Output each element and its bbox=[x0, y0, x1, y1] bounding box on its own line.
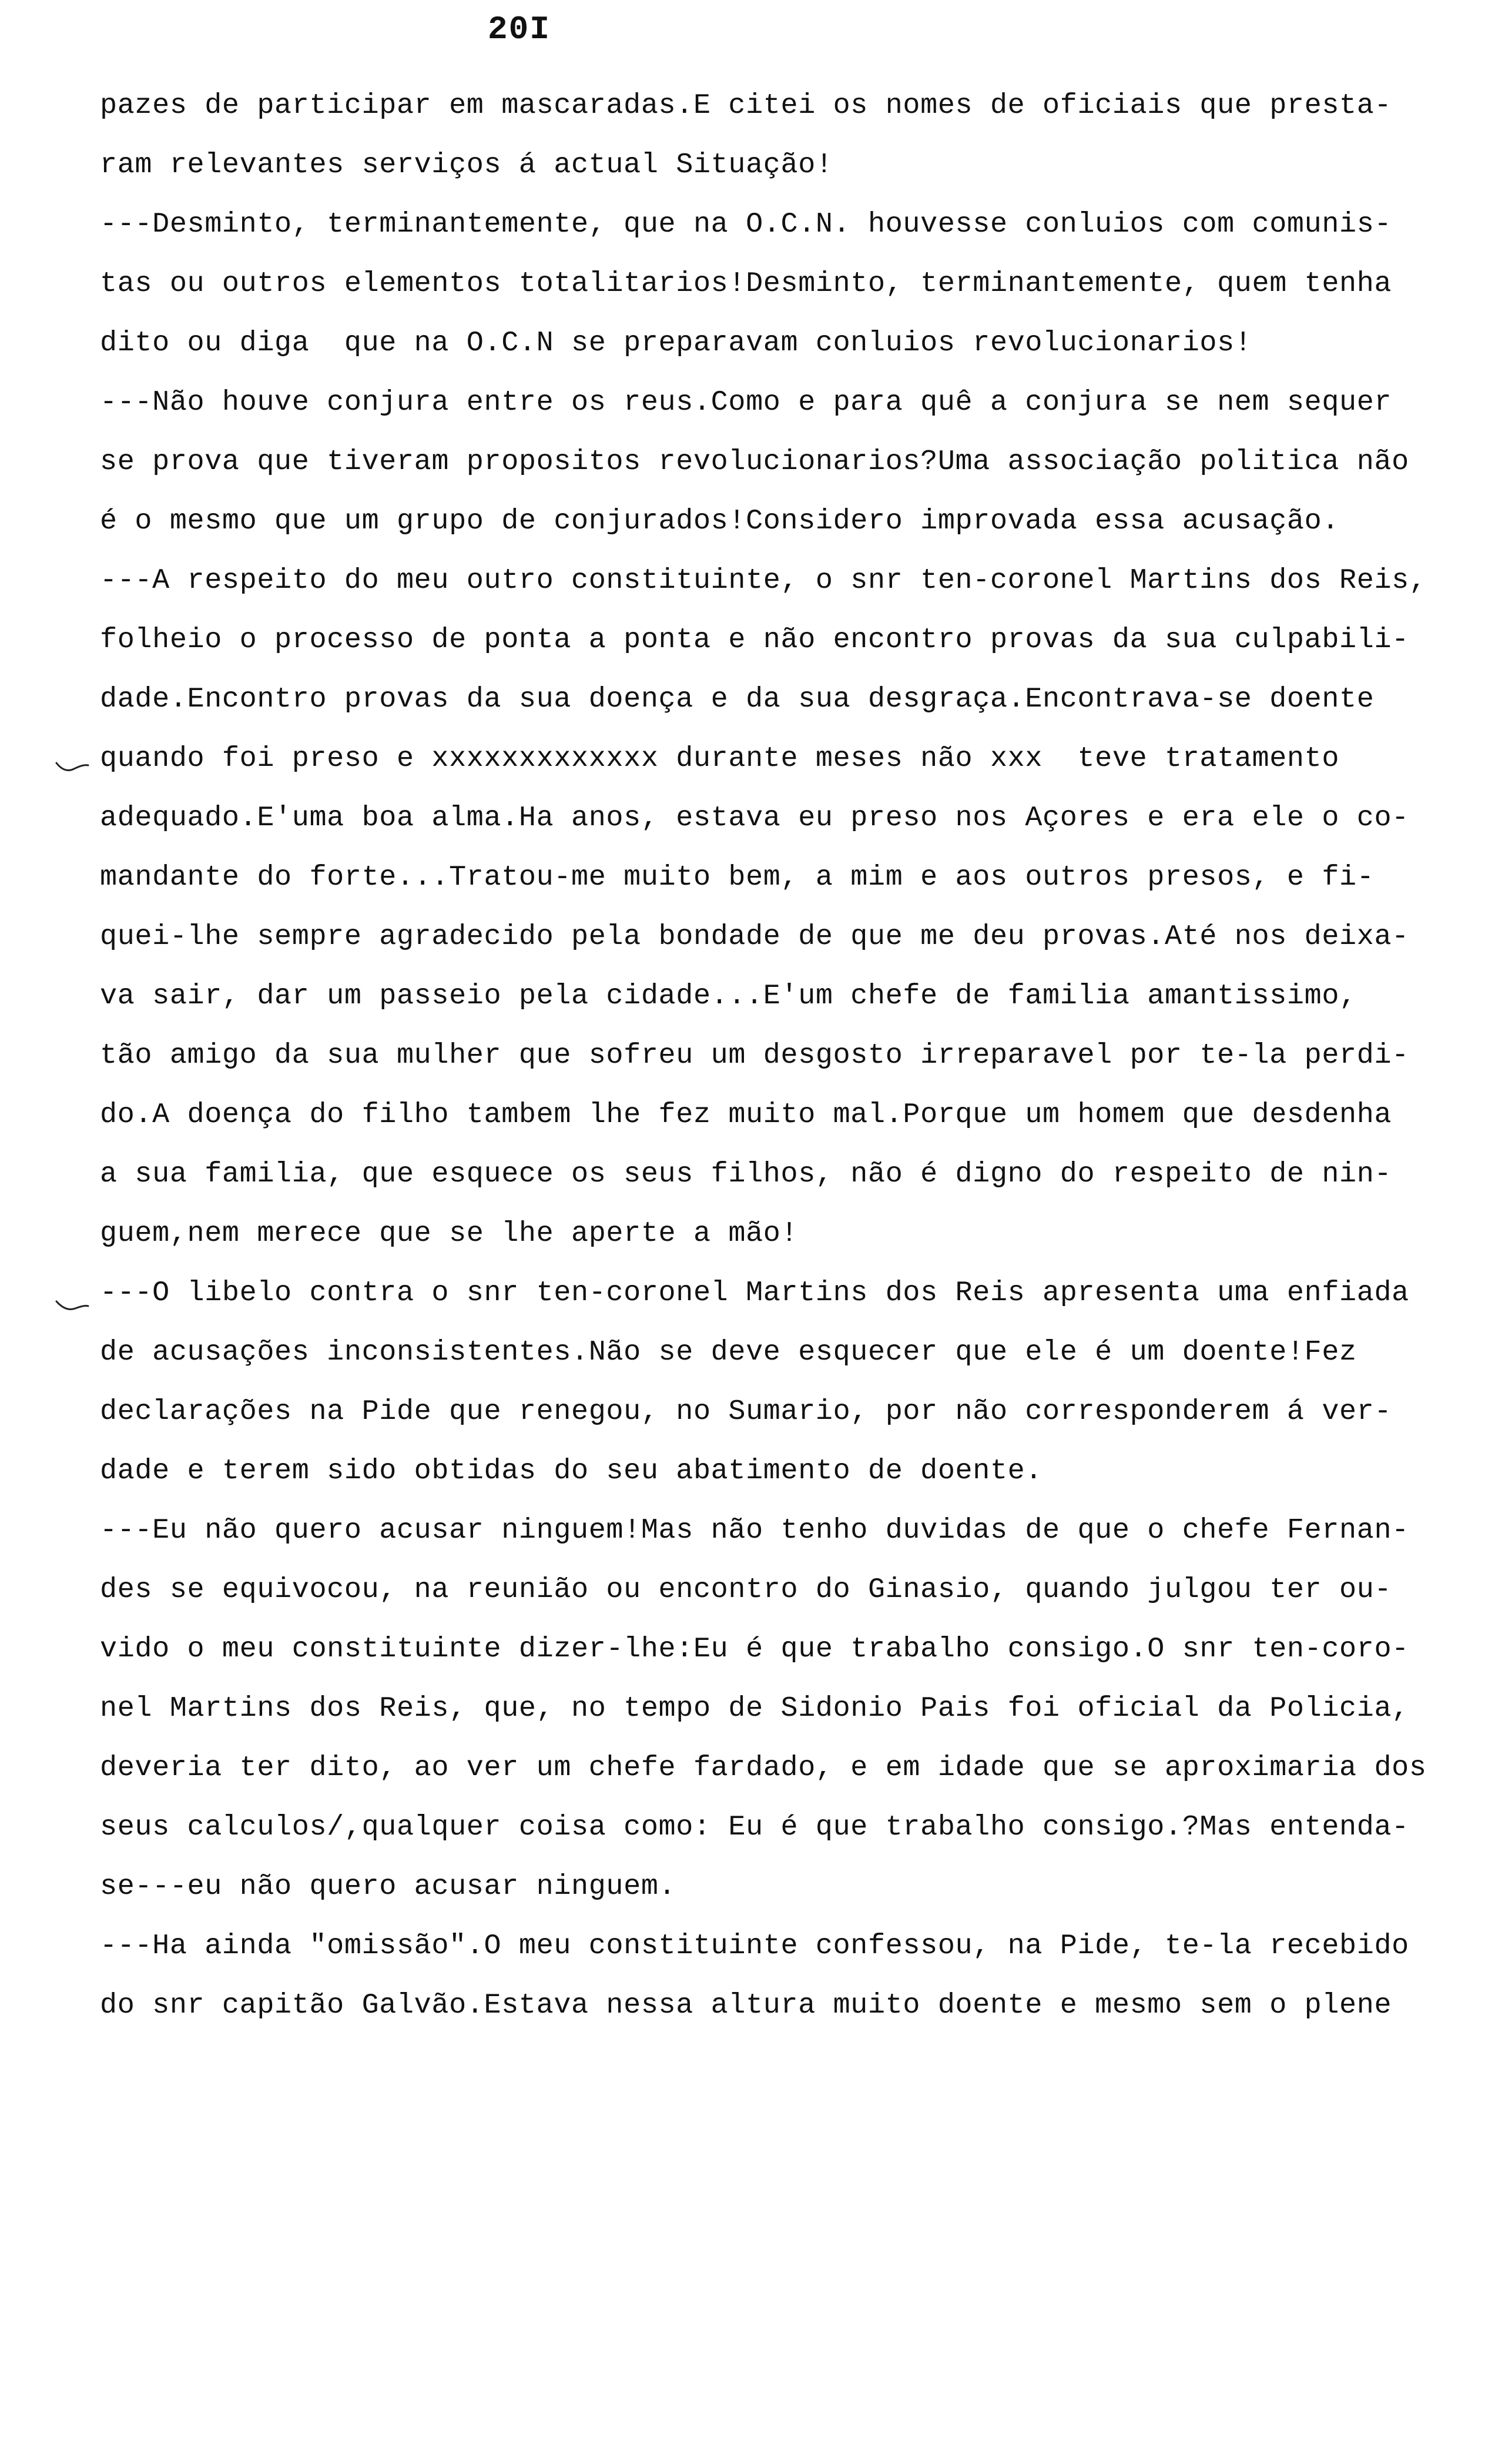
margin-mark-icon-svg bbox=[54, 1298, 89, 1315]
text-line: de acusações inconsistentes.Não se deve esquecer que ele é um doente!Fez bbox=[100, 1336, 1357, 1368]
text-line: mandante do forte...Tratou-me muito bem, a mim e aos outros presos, e fi- bbox=[100, 861, 1375, 893]
text-line: ram relevantes serviços á actual Situação! bbox=[100, 149, 833, 181]
text-line: ---A respeito do meu outro constituinte, o snr ten-coronel Martins dos Reis, bbox=[100, 564, 1427, 597]
text-line: ---Eu não quero acusar ninguem!Mas não tenho duvidas de que o chefe Fernan- bbox=[100, 1514, 1409, 1546]
text-line: ---Ha ainda "omissão".O meu constituinte confessou, na Pide, te-la recebido bbox=[100, 1930, 1409, 1962]
text-line: se prova que tiveram propositos revolucionarios?Uma associação politica não bbox=[100, 446, 1409, 478]
text-line: do snr capitão Galvão.Estava nessa altura muito doente e mesmo sem o plene bbox=[100, 1989, 1392, 2021]
text-line: guem,nem merece que se lhe aperte a mão! bbox=[100, 1217, 799, 1250]
page-number: 20I bbox=[488, 11, 551, 48]
text-line: tão amigo da sua mulher que sofreu um desgosto irreparavel por te-la perdi- bbox=[100, 1039, 1409, 1072]
text-line: declarações na Pide que renegou, no Sumario, por não corresponderem á ver- bbox=[100, 1395, 1392, 1428]
text-line: des se equivocou, na reunião ou encontro do Ginasio, quando julgou ter ou- bbox=[100, 1574, 1392, 1606]
text-line: dito ou diga que na O.C.N se preparavam conluios revolucionarios! bbox=[100, 327, 1252, 359]
text-line: deveria ter dito, ao ver um chefe fardado, e em idade que se aproximaria dos bbox=[100, 1752, 1427, 1784]
text-line: se---eu não quero acusar ninguem. bbox=[100, 1870, 676, 1903]
text-line: do.A doença do filho tambem lhe fez muito mal.Porque um homem que desdenha bbox=[100, 1099, 1392, 1131]
text-line: tas ou outros elementos totalitarios!Desminto, terminantemente, quem tenha bbox=[100, 267, 1392, 300]
text-line: folheio o processo de ponta a ponta e não encontro provas da sua culpabili- bbox=[100, 624, 1409, 656]
text-line: nel Martins dos Reis, que, no tempo de Sidonio Pais foi oficial da Policia, bbox=[100, 1692, 1409, 1725]
margin-mark-icon bbox=[54, 758, 89, 776]
text-line: a sua familia, que esquece os seus filhos, não é digno do respeito de nin- bbox=[100, 1158, 1392, 1190]
text-line: ---Não houve conjura entre os reus.Como e para quê a conjura se nem sequer bbox=[100, 386, 1392, 419]
text-line: seus calculos/,qualquer coisa como: Eu é que trabalho consigo.?Mas entenda- bbox=[100, 1811, 1409, 1843]
text-line: ---O libelo contra o snr ten-coronel Martins dos Reis apresenta uma enfiada bbox=[100, 1277, 1409, 1309]
text-line: pazes de participar em mascaradas.E citei os nomes de oficiais que presta- bbox=[100, 89, 1392, 122]
text-line: dade e terem sido obtidas do seu abatimento de doente. bbox=[100, 1455, 1043, 1487]
margin-mark-icon bbox=[54, 1298, 89, 1315]
text-line: dade.Encontro provas da sua doença e da sua desgraça.Encontrava-se doente bbox=[100, 683, 1375, 715]
text-line: é o mesmo que um grupo de conjurados!Considero improvada essa acusação. bbox=[100, 505, 1340, 537]
text-line: ---Desminto, terminantemente, que na O.C.N. houvesse conluios com comunis- bbox=[100, 208, 1392, 240]
text-line: quei-lhe sempre agradecido pela bondade de que me deu provas.Até nos deixa- bbox=[100, 920, 1409, 953]
text-line: quando foi preso e xxxxxxxxxxxxx durante meses não xxx teve tratamento bbox=[100, 742, 1340, 775]
text-line: adequado.E'uma boa alma.Ha anos, estava eu preso nos Açores e era ele o co- bbox=[100, 802, 1409, 834]
margin-mark-icon-svg bbox=[54, 758, 89, 776]
text-line: vido o meu constituinte dizer-lhe:Eu é que trabalho consigo.O snr ten-coro- bbox=[100, 1633, 1409, 1665]
text-line: va sair, dar um passeio pela cidade...E'um chefe de familia amantissimo, bbox=[100, 980, 1357, 1012]
